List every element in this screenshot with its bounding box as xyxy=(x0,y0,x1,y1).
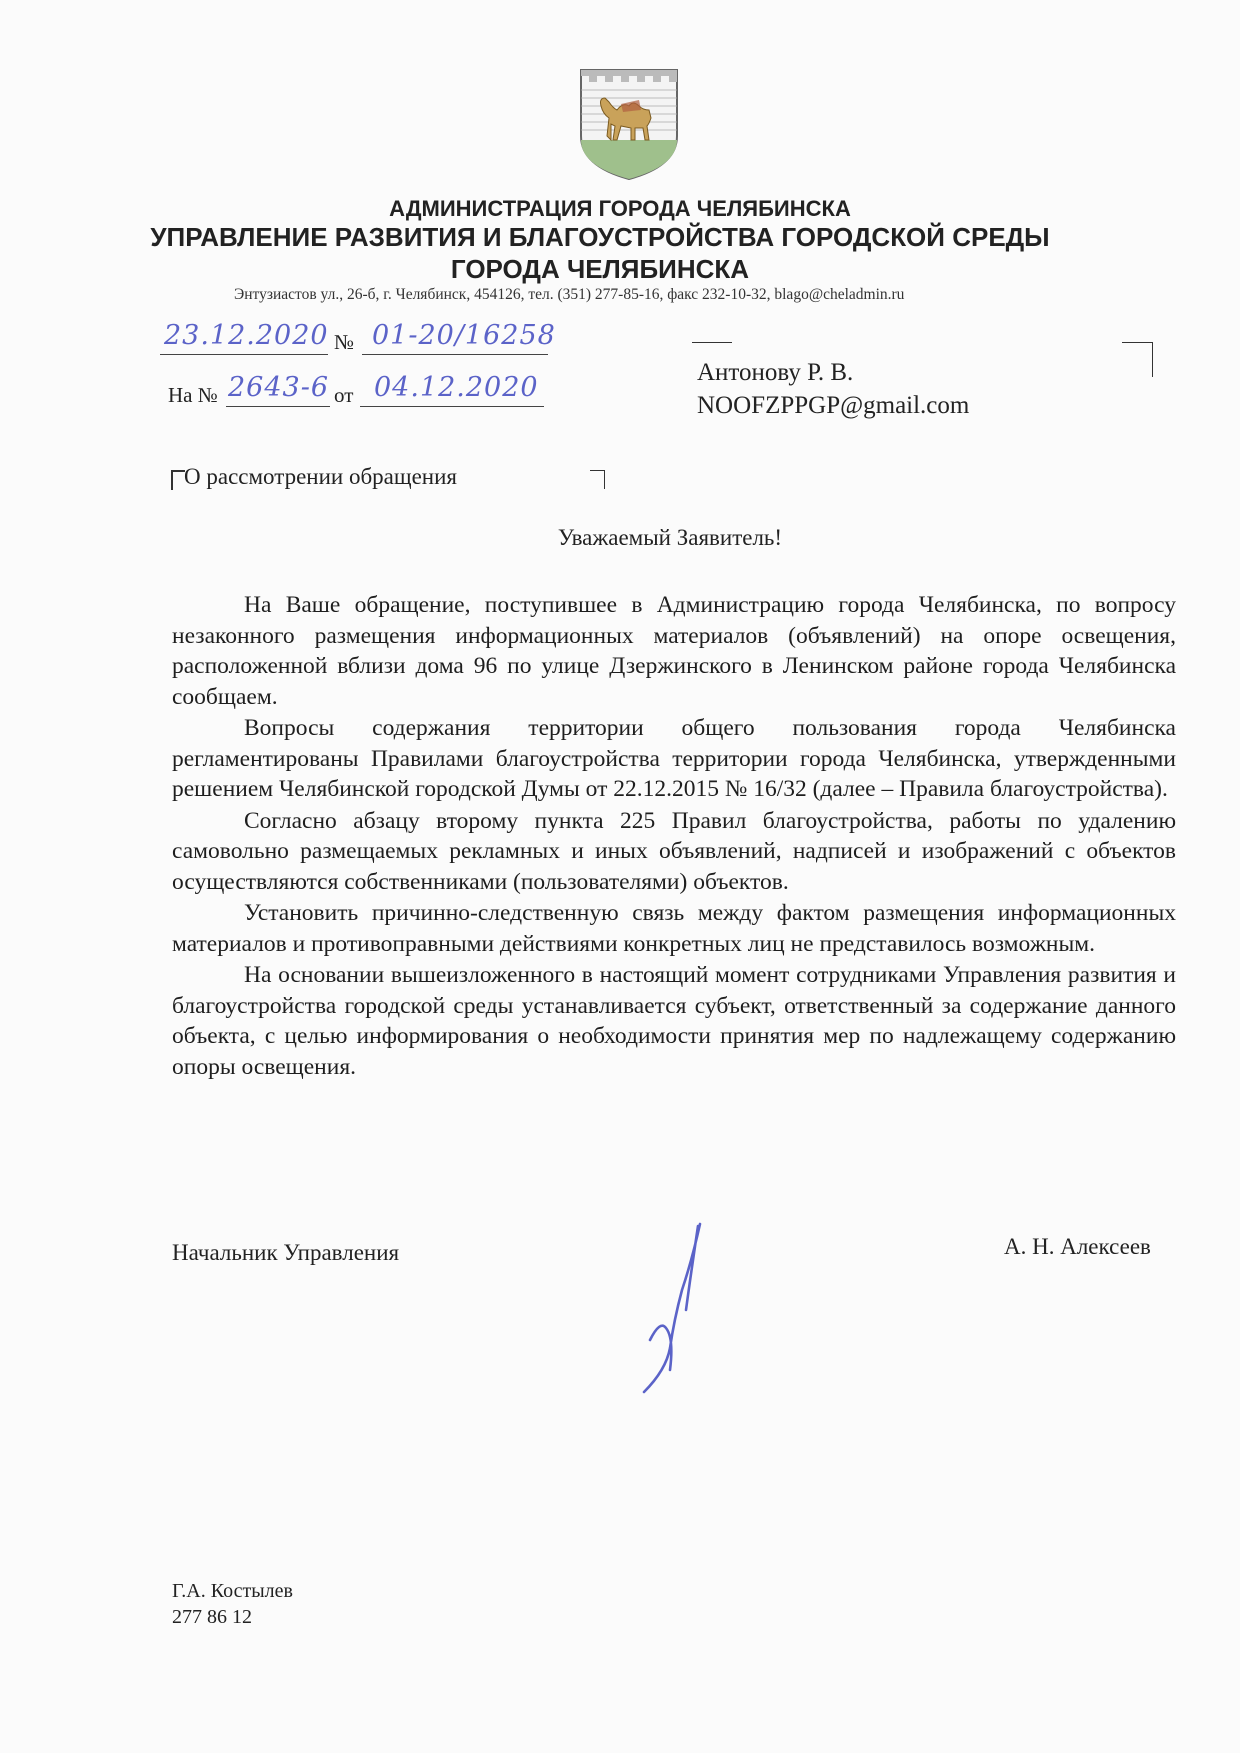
recipient-email: NOOFZPPGP@gmail.com xyxy=(697,392,970,419)
body-paragraph: На основании вышеизложенного в настоящий момент сотрудниками Управления развития и благоустройства городской среды устанавливается субъект, ответственный за содержание данного объекта, с целью информирования о необходимости принятия мер по надлежащему содержанию опоры освещения. xyxy=(172,962,1176,1080)
department-address: Энтузиастов ул., 26-б, г. Челябинск, 454126, тел. (351) 277-85-16, факс 232-10-32, blago@cheladmin.ru xyxy=(234,286,905,303)
subject-corner-right xyxy=(590,470,605,489)
recipient-corner-left xyxy=(692,342,732,343)
reply-from-label: от xyxy=(334,383,354,407)
body-paragraph: На Ваше обращение, поступившее в Администрацию города Челябинска, по вопросу незаконного размещения информационных материалов (объявлений) на опоре освещения, расположенной вблизи дома 96 по улице Дзержинского в Ленинском районе города Челябинска сообщаем. xyxy=(172,592,1176,710)
body-paragraph: Установить причинно-следственную связь между фактом размещения информационных материалов и противоправными действиями конкретных лиц не представилось возможным. xyxy=(172,900,1176,957)
department-title: УПРАВЛЕНИЕ РАЗВИТИЯ И БЛАГОУСТРОЙСТВА ГОРОДСКОЙ СРЕДЫ xyxy=(150,222,1050,252)
reply-number: 2643-6 xyxy=(228,372,330,403)
signatory-title: Начальник Управления xyxy=(172,1240,400,1265)
outgoing-number: 01-20/16258 xyxy=(372,320,556,351)
outgoing-date: 23.12.2020 xyxy=(164,320,329,351)
reply-date: 04.12.2020 xyxy=(374,372,539,403)
greeting: Уважаемый Заявитель! xyxy=(557,525,783,550)
department-city: ГОРОДА ЧЕЛЯБИНСКА xyxy=(450,254,750,284)
chelyabinsk-coat-of-arms-icon xyxy=(577,66,681,182)
reply-number-label: На № xyxy=(168,383,218,407)
reply-number-underline xyxy=(226,406,330,407)
letter-body xyxy=(172,590,1176,1083)
executor-block xyxy=(172,1578,293,1630)
subject-corner-left xyxy=(171,470,185,490)
recipient-block xyxy=(697,356,969,422)
date-underline xyxy=(160,354,328,355)
number-label: № xyxy=(334,330,355,354)
recipient-corner-right xyxy=(1122,342,1153,377)
executor-name: Г.А. Костылев xyxy=(172,1580,293,1602)
reply-date-underline xyxy=(360,406,544,407)
letter-subject: О рассмотрении обращения xyxy=(184,464,457,489)
recipient-name: Антонову Р. В. xyxy=(697,359,854,386)
signatory-name: А. Н. Алексеев xyxy=(1004,1234,1151,1259)
body-paragraph: Вопросы содержания территории общего пользования города Челябинска регламентированы Правилами благоустройства территории города Челябинска, утвержденными решением Челябинской городской Думы от 22.12.2015 № 16/32 (далее – Правила благоустройства). xyxy=(172,715,1176,802)
executor-phone: 277 86 12 xyxy=(172,1606,252,1628)
administration-title: АДМИНИСТРАЦИЯ ГОРОДА ЧЕЛЯБИНСКА xyxy=(389,196,851,221)
handwritten-signature-icon xyxy=(630,1220,720,1395)
number-underline xyxy=(362,354,548,355)
body-paragraph: Согласно абзацу второму пункта 225 Правил благоустройства, работы по удалению самовольно размещаемых рекламных и иных объявлений, надписей и изображений с объектов осуществляются собственниками (пользователями) объектов. xyxy=(172,807,1176,895)
